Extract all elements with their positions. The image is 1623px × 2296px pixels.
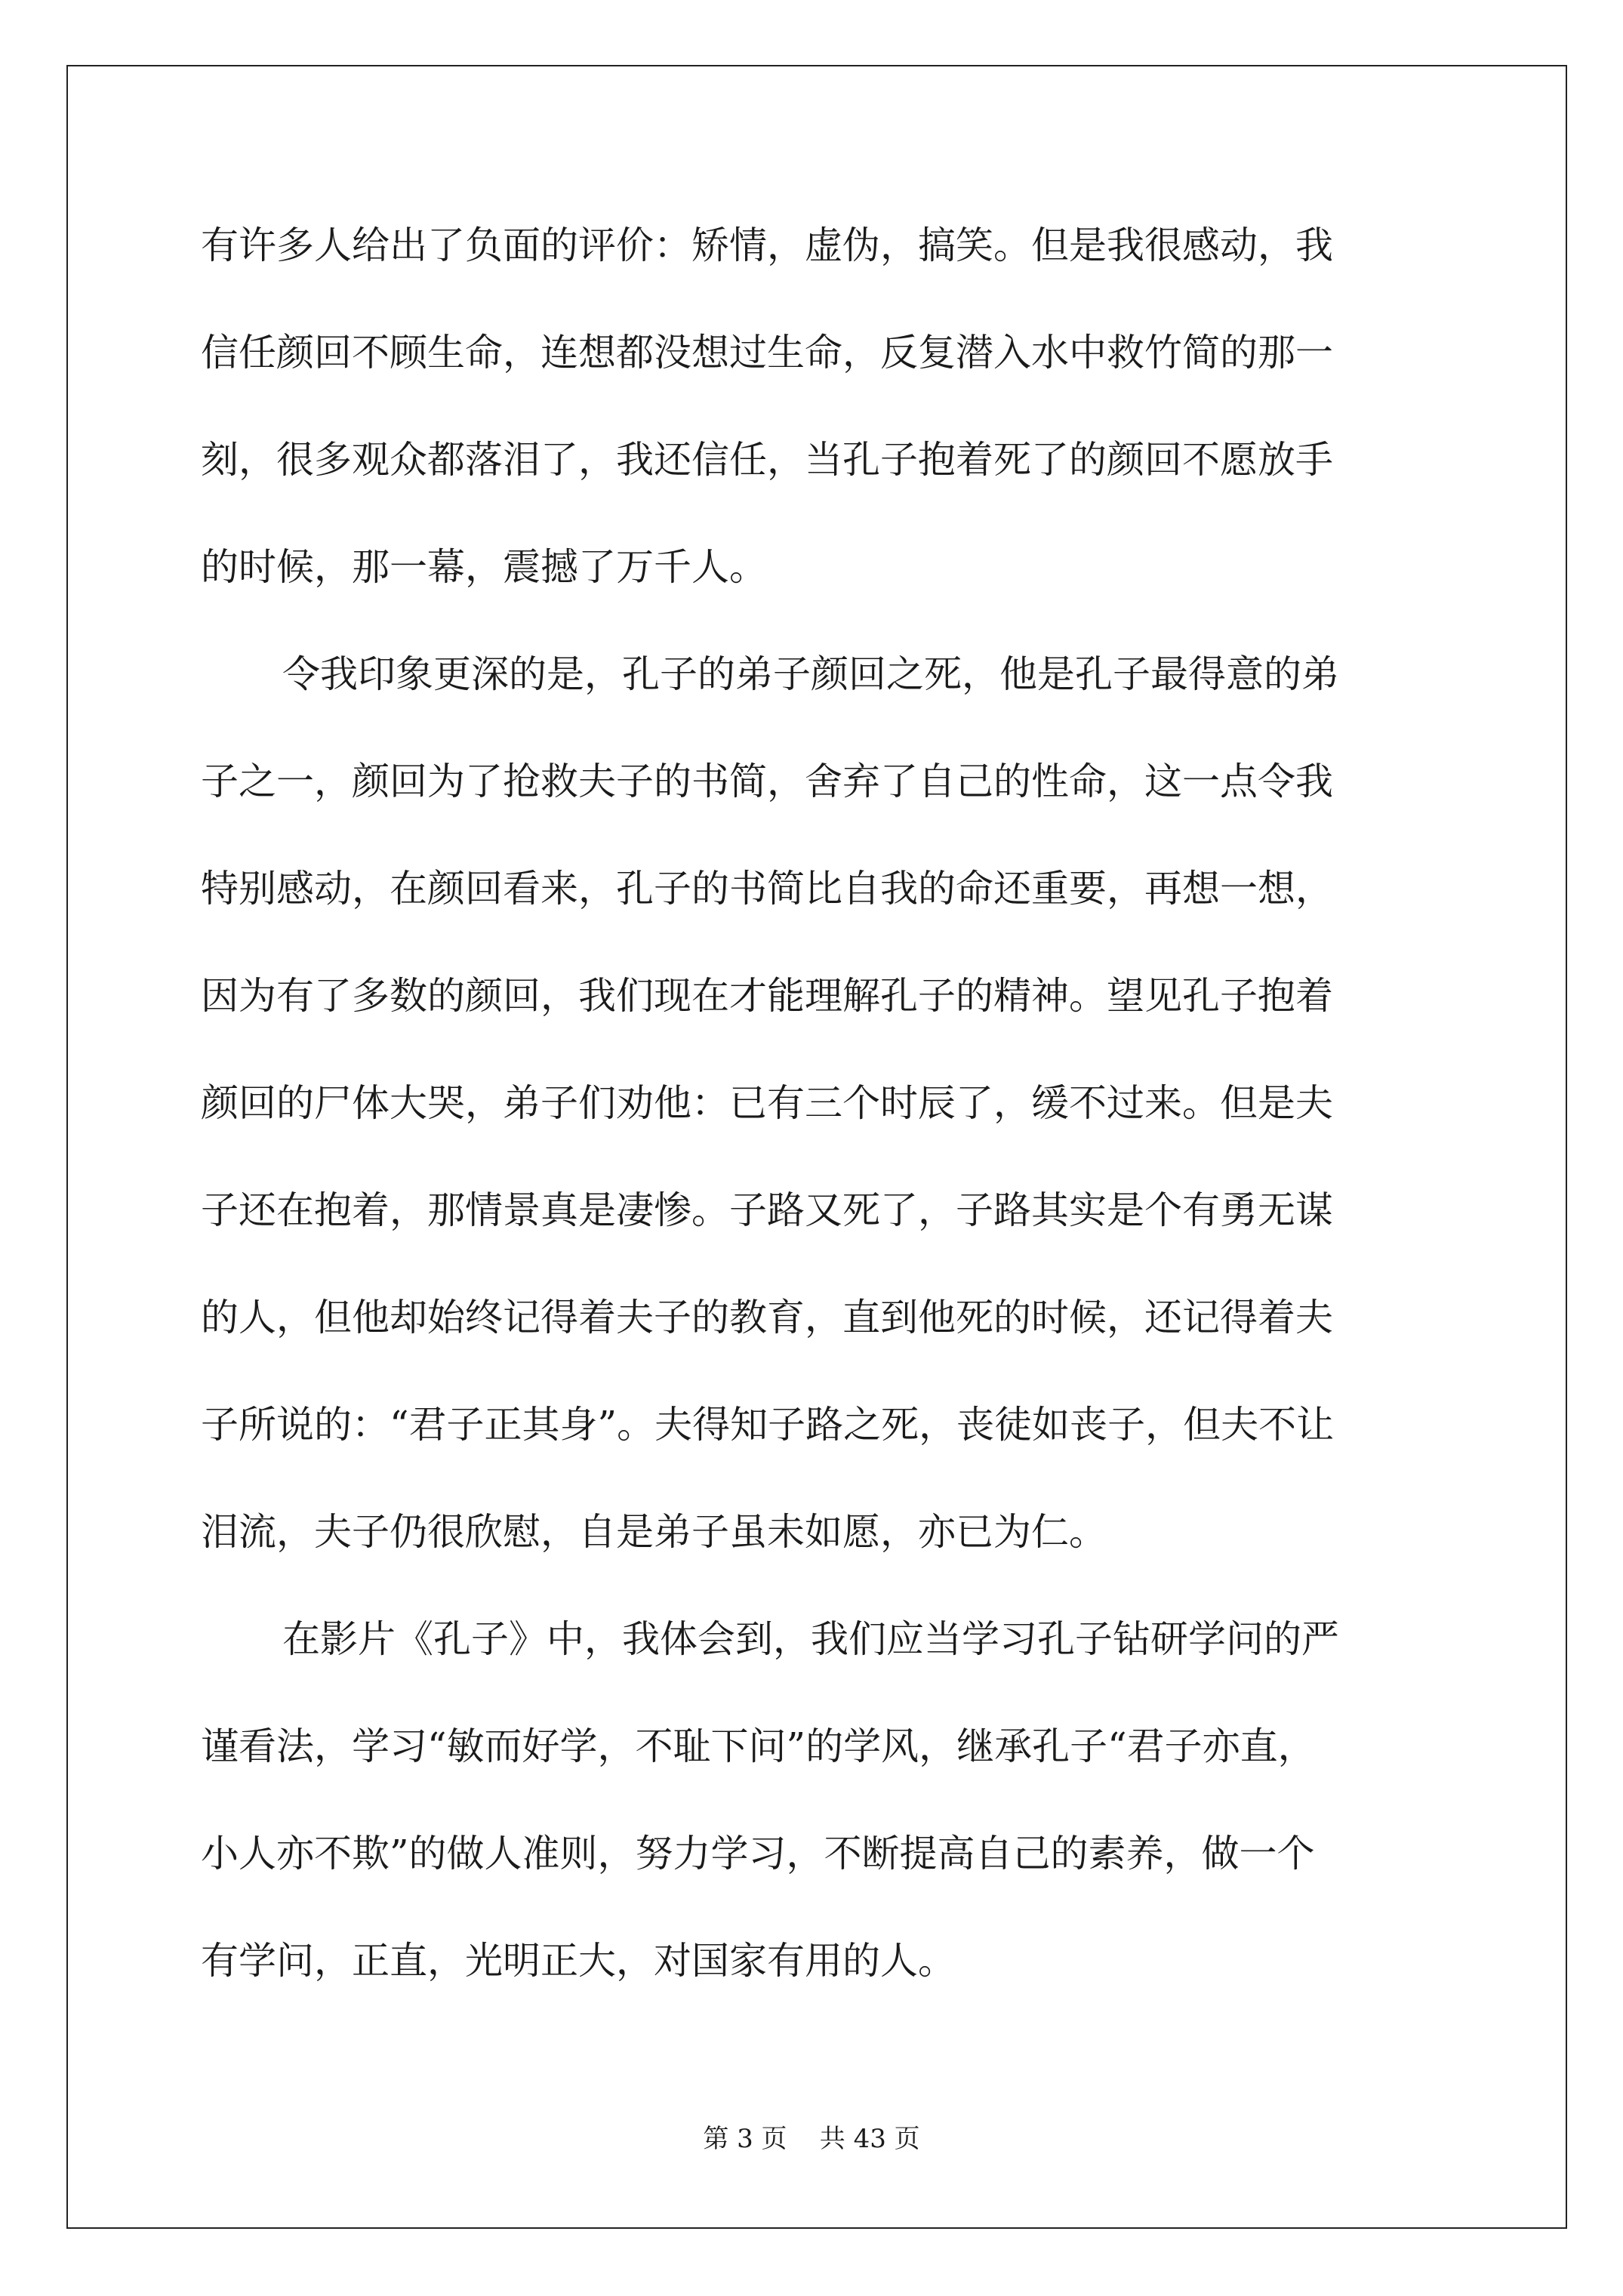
text-line: 泪流，夫子仍很欣慰，自是弟子虽未如愿，亦已为仁。 bbox=[201, 1510, 1107, 1554]
text-line: 刻，很多观众都落泪了，我还信任，当孔子抱着死了的颜回不愿放手 bbox=[201, 438, 1333, 482]
text-line: 子还在抱着，那情景真是凄惨。子路又死了，子路其实是个有勇无谋 bbox=[201, 1188, 1333, 1232]
page-number-footer: 第 3 页 共 43 页 bbox=[703, 2124, 920, 2154]
paragraph-start-line: 令我印象更深的是，孔子的弟子颜回之死，他是孔子最得意的弟 bbox=[282, 652, 1339, 696]
text-line: 因为有了多数的颜回，我们现在才能理解孔子的精神。望见孔子抱着 bbox=[201, 974, 1333, 1018]
text-line: 有学问，正直，光明正大，对国家有用的人。 bbox=[201, 1939, 956, 1983]
text-line: 谨看法，学习“敏而好学，不耻下问”的学风，继承孔子“君子亦直， bbox=[201, 1724, 1316, 1768]
text-line: 有许多人给出了负面的评价：矫情，虚伪，搞笑。但是我很感动，我 bbox=[201, 223, 1333, 267]
text-line: 颜回的尸体大哭，弟子们劝他：已有三个时辰了，缓不过来。但是夫 bbox=[201, 1081, 1333, 1125]
text-line: 的人，但他却始终记得着夫子的教育，直到他死的时候，还记得着夫 bbox=[201, 1296, 1333, 1339]
page-border bbox=[66, 65, 1567, 2229]
text-line: 子所说的：“君子正其身”。夫得知子路之死，丧徒如丧子，但夫不让 bbox=[201, 1403, 1335, 1447]
paragraph-start-line: 在影片《孔子》中，我体会到，我们应当学习孔子钻研学问的严 bbox=[282, 1617, 1339, 1661]
text-line: 小人亦不欺”的做人准则，努力学习，不断提高自己的素养，做一个 bbox=[201, 1832, 1315, 1875]
text-line: 子之一，颜回为了抢救夫子的书简，舍弃了自己的性命，这一点令我 bbox=[201, 760, 1333, 803]
text-line: 信任颜回不顾生命，连想都没想过生命，反复潜入水中救竹简的那一 bbox=[201, 331, 1333, 374]
text-line: 特别感动，在颜回看来，孔子的书简比自我的命还重要，再想一想， bbox=[201, 867, 1333, 911]
text-line: 的时候，那一幕，震撼了万千人。 bbox=[201, 545, 767, 589]
